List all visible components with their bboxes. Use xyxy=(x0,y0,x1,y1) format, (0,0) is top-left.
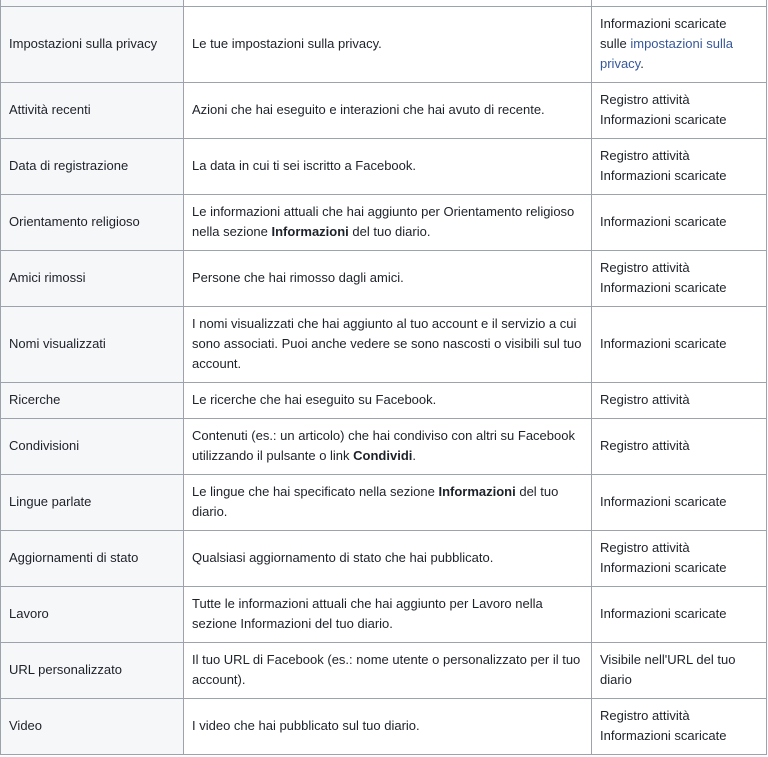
category-cell: Video xyxy=(1,698,184,754)
location-cell xyxy=(592,194,767,250)
description-cell: Qualsiasi aggiornamento di stato che hai pubblicato. xyxy=(184,530,592,586)
description-cell: Le ricerche che hai eseguito su Facebook. xyxy=(184,382,592,418)
location-line: Informazioni scaricate xyxy=(600,560,727,575)
location-line: Registro attività xyxy=(600,708,690,723)
description-text: del tuo diario. xyxy=(348,224,431,239)
table-row xyxy=(1,418,767,474)
table-row xyxy=(1,530,767,586)
description-cell: Le tue impostazioni sulla privacy. xyxy=(184,6,592,82)
location-line: Informazioni scaricate xyxy=(600,280,727,295)
category-cell: Lingue parlate xyxy=(1,474,184,530)
location-cell xyxy=(592,698,767,754)
description-bold-text: Informazioni xyxy=(438,484,516,499)
table-row xyxy=(1,306,767,382)
location-link-suffix: . xyxy=(640,56,644,71)
description-text: del tuo diario. xyxy=(192,484,559,519)
location-line: Registro attività xyxy=(600,392,690,407)
description-text: Le lingue che hai specificato nella sezione xyxy=(192,484,439,499)
table-row xyxy=(1,194,767,250)
category-cell: Amici rimossi xyxy=(1,250,184,306)
table-row xyxy=(1,642,767,698)
category-cell: Nomi visualizzati xyxy=(1,306,184,382)
description-cell: Il tuo URL di Facebook (es.: nome utente o personalizzato per il tuo account). xyxy=(184,642,592,698)
table-row xyxy=(1,138,767,194)
location-cell xyxy=(592,306,767,382)
privacy-settings-link[interactable]: impostazioni sulla privacy xyxy=(600,36,733,71)
description-bold-text: Informazioni xyxy=(271,224,349,239)
location-cell xyxy=(592,138,767,194)
category-cell: Data di registrazione xyxy=(1,138,184,194)
table-row xyxy=(1,698,767,754)
category-cell: Aggiornamenti di stato xyxy=(1,530,184,586)
category-cell: Lavoro xyxy=(1,586,184,642)
location-line: Registro attività xyxy=(600,438,690,453)
description-cell xyxy=(184,194,592,250)
location-cell xyxy=(592,642,767,698)
location-cell xyxy=(592,6,767,82)
location-line: Informazioni scaricate xyxy=(600,606,727,621)
description-cell: Azioni che hai eseguito e interazioni che hai avuto di recente. xyxy=(184,82,592,138)
description-cell: I nomi visualizzati che hai aggiunto al tuo account e il servizio a cui sono associati. Puoi anche vedere se sono nascosti o visibili sul tuo account. xyxy=(184,306,592,382)
category-cell: Orientamento religioso xyxy=(1,194,184,250)
location-cell xyxy=(592,474,767,530)
location-cell xyxy=(592,530,767,586)
location-line: Informazioni scaricate xyxy=(600,112,727,127)
description-cell: Persone che hai rimosso dagli amici. xyxy=(184,250,592,306)
location-line: Registro attività xyxy=(600,540,690,555)
category-cell: Condivisioni xyxy=(1,418,184,474)
location-cell xyxy=(592,418,767,474)
location-line: Registro attività xyxy=(600,260,690,275)
table-row xyxy=(1,474,767,530)
category-cell: Attività recenti xyxy=(1,82,184,138)
description-cell: La data in cui ti sei iscritto a Facebook. xyxy=(184,138,592,194)
location-line: Informazioni scaricate xyxy=(600,728,727,743)
location-line: Informazioni scaricate xyxy=(600,168,727,183)
location-line: Informazioni scaricate xyxy=(600,336,727,351)
description-bold-text: Condividi xyxy=(353,448,413,463)
category-cell: Ricerche xyxy=(1,382,184,418)
location-line: Visibile nell'URL del tuo diario xyxy=(600,652,736,687)
description-text: . xyxy=(412,448,416,463)
table-row xyxy=(1,382,767,418)
location-cell xyxy=(592,586,767,642)
description-cell xyxy=(184,418,592,474)
table-row xyxy=(1,82,767,138)
description-text: Contenuti (es.: un articolo) che hai condiviso con altri su Facebook utilizzando il pulsante o link xyxy=(192,428,575,463)
description-cell: I video che hai pubblicato sul tuo diario. xyxy=(184,698,592,754)
location-line: Informazioni scaricate xyxy=(600,494,727,509)
table-row xyxy=(1,250,767,306)
location-link-prefix: sulle xyxy=(600,36,631,51)
location-line: Informazioni scaricate xyxy=(600,214,727,229)
location-line: Registro attività xyxy=(600,148,690,163)
category-cell: URL personalizzato xyxy=(1,642,184,698)
category-cell: Impostazioni sulla privacy xyxy=(1,6,184,82)
location-cell xyxy=(592,82,767,138)
table-row xyxy=(1,6,767,82)
description-cell: Tutte le informazioni attuali che hai aggiunto per Lavoro nella sezione Informazioni del tuo diario. xyxy=(184,586,592,642)
description-text: Le informazioni attuali che hai aggiunto per Orientamento religioso nella sezione xyxy=(192,204,575,239)
table-row xyxy=(1,586,767,642)
location-line: Registro attività xyxy=(600,92,690,107)
location-cell xyxy=(592,382,767,418)
description-cell xyxy=(184,474,592,530)
location-cell xyxy=(592,250,767,306)
location-line: Informazioni scaricate xyxy=(600,16,727,31)
